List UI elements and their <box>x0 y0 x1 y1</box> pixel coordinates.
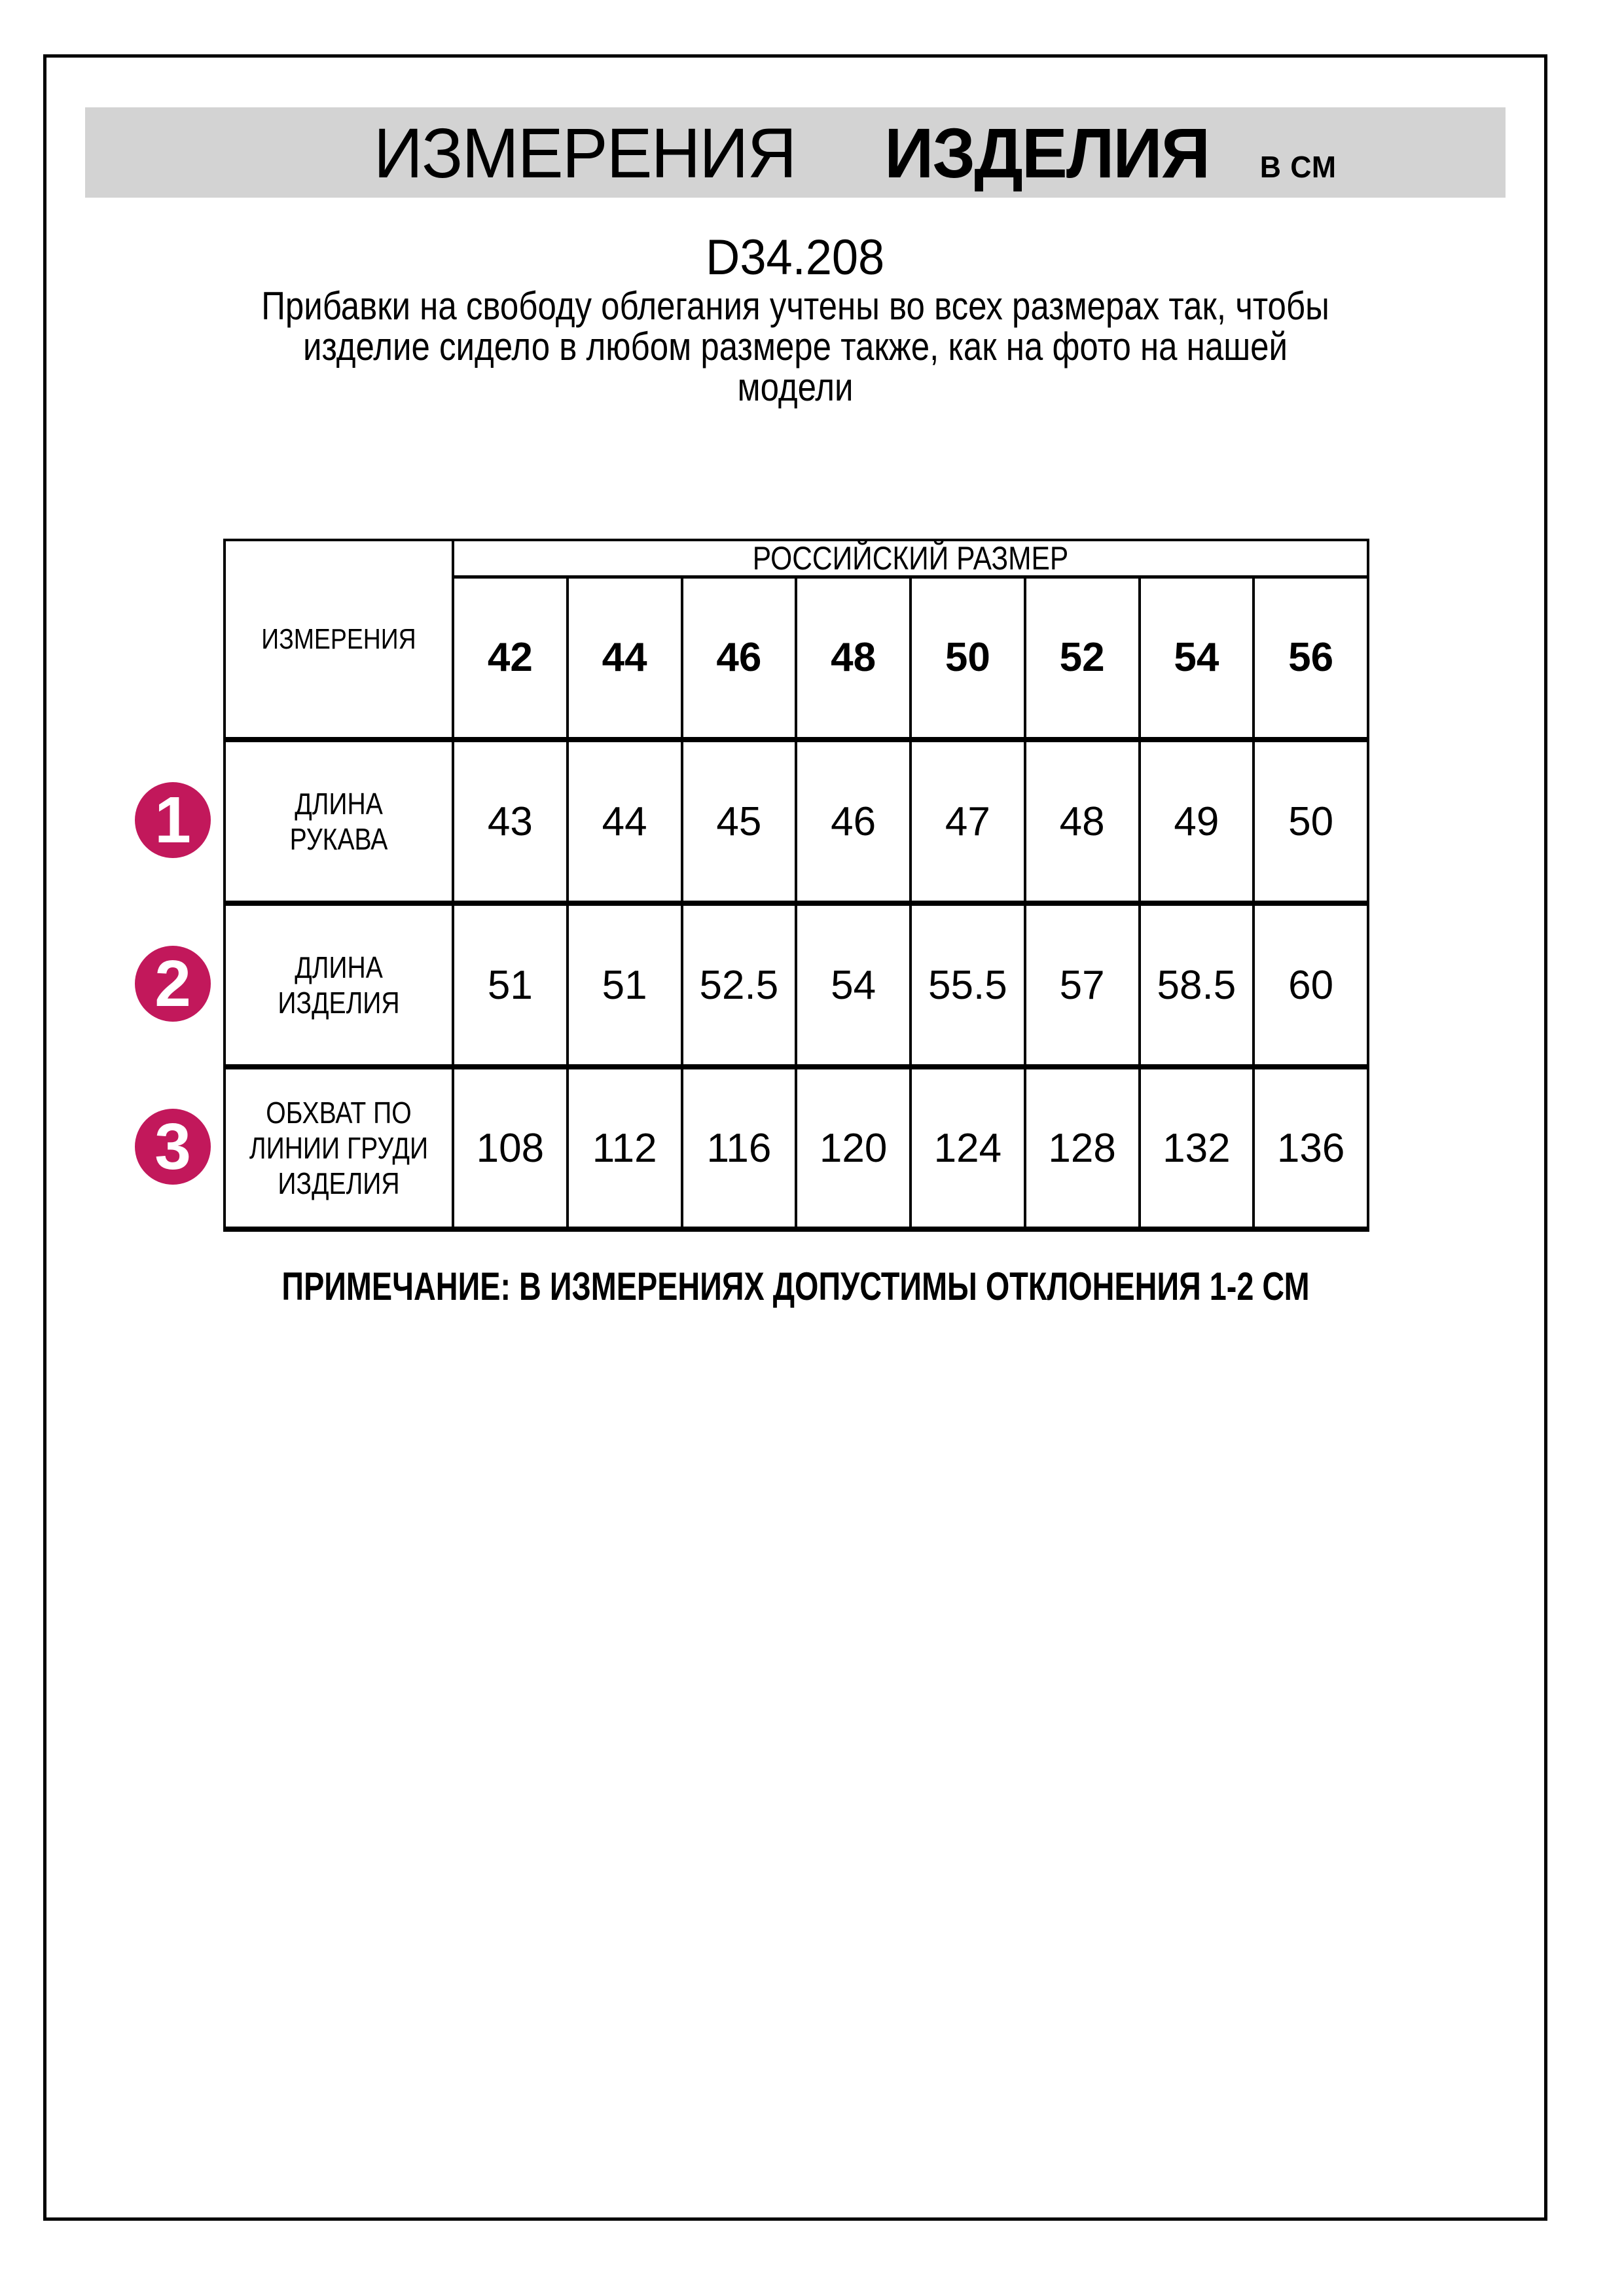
value-cell: 43 <box>453 740 568 903</box>
row-label-cell <box>225 1067 453 1229</box>
size-column-header: 52 <box>1025 577 1140 740</box>
description-line: модели <box>737 365 854 409</box>
value-cell: 136 <box>1254 1067 1368 1229</box>
value-cell: 50 <box>1254 740 1368 903</box>
description <box>43 286 1547 408</box>
row-label-cell <box>225 740 453 903</box>
size-table <box>223 539 1369 1232</box>
corner-header-cell <box>225 540 453 740</box>
size-column-header: 56 <box>1254 577 1368 740</box>
table-row-chest-girth <box>225 1067 1368 1229</box>
value-cell: 44 <box>568 740 682 903</box>
value-cell: 46 <box>796 740 911 903</box>
product-code-text: D34.208 <box>706 230 885 285</box>
corner-header-label: ИЗМЕРЕНИЯ <box>261 622 416 655</box>
row-label-cell <box>225 903 453 1067</box>
product-code <box>43 230 1547 285</box>
value-cell: 55.5 <box>911 903 1025 1067</box>
table-row-item-length <box>225 903 1368 1067</box>
title-word-measurements: ИЗМЕРЕНИЯ <box>373 113 795 192</box>
size-column-header: 44 <box>568 577 682 740</box>
size-group-header-label: РОССИЙСКИЙ РАЗМЕР <box>752 539 1069 577</box>
row-label-line: ЛИНИИ ГРУДИ <box>249 1131 429 1165</box>
value-cell: 58.5 <box>1140 903 1254 1067</box>
value-cell: 112 <box>568 1067 682 1229</box>
row-marker-1: 1 <box>135 782 211 858</box>
value-cell: 51 <box>453 903 568 1067</box>
value-cell: 48 <box>1025 740 1140 903</box>
title-word-product: ИЗДЕЛИЯ <box>884 113 1209 192</box>
row-label-line: ДЛИНА <box>295 950 383 984</box>
value-cell: 120 <box>796 1067 911 1229</box>
title-unit-label: В СМ <box>1259 149 1337 184</box>
size-table-wrapper <box>223 539 1369 1232</box>
tolerance-note <box>43 1266 1547 1307</box>
value-cell: 124 <box>911 1067 1025 1229</box>
value-cell: 51 <box>568 903 682 1067</box>
group-header-row <box>225 540 1368 577</box>
title-banner <box>85 107 1506 198</box>
table-row-sleeve-length <box>225 740 1368 903</box>
row-label-line: ОБХВАТ ПО <box>266 1096 412 1130</box>
value-cell: 45 <box>682 740 797 903</box>
value-cell: 49 <box>1140 740 1254 903</box>
row-label-line: ДЛИНА РУКАВА <box>289 787 388 856</box>
value-cell: 57 <box>1025 903 1140 1067</box>
value-cell: 116 <box>682 1067 797 1229</box>
value-cell: 47 <box>911 740 1025 903</box>
size-column-header: 46 <box>682 577 797 740</box>
row-label-line: ИЗДЕЛИЯ <box>278 1166 400 1200</box>
size-group-header-cell <box>453 540 1368 577</box>
value-cell: 60 <box>1254 903 1368 1067</box>
size-column-header: 50 <box>911 577 1025 740</box>
description-line: изделие сидело в любом размере также, как на фото на нашей <box>303 325 1288 368</box>
row-label-line: ИЗДЕЛИЯ <box>278 986 400 1020</box>
description-line: Прибавки на свободу облегания учтены во всех размерах так, чтобы <box>261 284 1329 328</box>
value-cell: 108 <box>453 1067 568 1229</box>
row-marker-3: 3 <box>135 1109 211 1185</box>
value-cell: 132 <box>1140 1067 1254 1229</box>
page-title <box>373 112 1336 194</box>
size-column-header: 54 <box>1140 577 1254 740</box>
size-column-header: 42 <box>453 577 568 740</box>
value-cell: 128 <box>1025 1067 1140 1229</box>
size-column-header: 48 <box>796 577 911 740</box>
row-marker-2: 2 <box>135 946 211 1022</box>
tolerance-note-text: ПРИМЕЧАНИЕ: В ИЗМЕРЕНИЯХ ДОПУСТИМЫ ОТКЛОНЕНИЯ 1-2 СМ <box>281 1265 1310 1308</box>
value-cell: 54 <box>796 903 911 1067</box>
value-cell: 52.5 <box>682 903 797 1067</box>
